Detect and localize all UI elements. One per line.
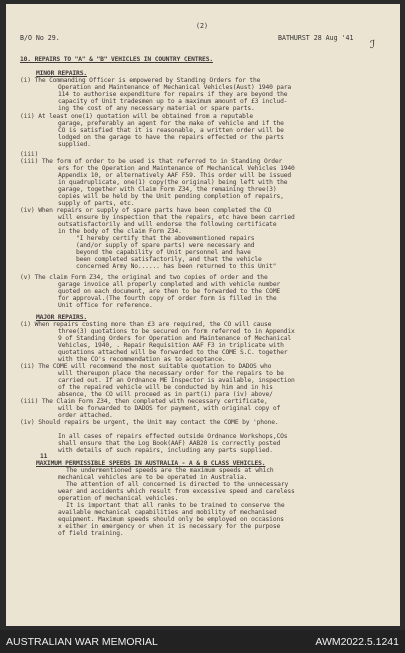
text-line: ing the cost of any necessary material or spare parts. — [58, 105, 255, 112]
text-line: carried out. If an Ordnance ME Inspector is available, inspection — [58, 377, 295, 384]
text-line: 114 to authorise expenditure for repairs if they are beyond the — [58, 91, 288, 98]
text-line: Appendix 10, or alternatively AAF F59. This order will be issued — [58, 172, 292, 179]
text-line: shall ensure that the Log Book(AAF) AAB20 is correctly posted — [58, 440, 281, 447]
text-line: concerned Army No...... has been returned to this Unit" — [76, 263, 277, 270]
text-line: of field training. — [58, 530, 124, 537]
text-line: (ii) At least one(1) quotation will be obtained from a reputable — [20, 113, 254, 120]
text-line: equipment. Maximum speeds should only be employed on occasions — [58, 516, 284, 523]
text-line: in the body of the claim Form Z34. — [58, 228, 182, 235]
text-line: Operation and Maintenance of Mechanical Vehicles(Aust) 1940 para — [58, 84, 292, 91]
text-line: (iii) The form of order to be used is that referred to in Standing Order — [20, 158, 283, 165]
text-line: The attention of all concerned is directed to the unnecessary — [66, 481, 289, 488]
text-line: ers for the Operation and Maintenance of Mechanical Vehicles 1940 — [58, 165, 295, 172]
text-line: for approval.(The fourth copy of order form is filled in the — [58, 295, 277, 302]
order-reference: B/O No 29. — [20, 34, 60, 42]
text-line: (i) When repairs costing more than £3 are required, the CO will cause — [20, 321, 272, 328]
text-line: with details of such repairs, including any parts supplied. — [58, 447, 273, 454]
text-line: of the repaired vehicle will be conducted by him and in his — [58, 384, 273, 391]
text-line: three(3) quotations to be secured on form referred to in Appendix — [58, 328, 295, 335]
text-line: (ii) The COME will recommend the most suitable quotation to DADOS who — [20, 363, 272, 370]
text-line: It is important that all ranks to be trained to conserve the — [66, 502, 285, 509]
text-line: Vehicles, 1940, . Repair Requisition AAF F3 in triplicate with — [58, 342, 284, 349]
text-line: 10. REPAIRS TO "A" & "B" VEHICLES IN COUNTRY CENTRES. — [20, 56, 213, 63]
text-line: available mechanical capabilities and mobility of mechanised — [58, 509, 277, 516]
text-line: outsatisfactorily and will endorse the following certificate — [58, 221, 277, 228]
text-line: x either in emergency or when it is necessary for the purpose — [58, 523, 281, 530]
text-line: 9 of Standing Orders for Operation and Maintenance of Mechanical — [58, 335, 292, 342]
text-line: absence, the CO will proceed as in part(i) para (iv) above/ — [58, 391, 273, 398]
text-line: will be forwarded to DADOS for payment, with original copy of — [58, 405, 281, 412]
text-line: In all cases of repairs effected outside Ordnance Workshops,COs — [58, 433, 288, 440]
footer-bar — [0, 630, 405, 653]
text-line: in quadruplicate, one(1) copy(the original) being left with the — [58, 179, 288, 186]
footer-accession-number: AWM2022.5.1241 — [315, 636, 399, 648]
text-line: order attached. — [58, 412, 113, 419]
text-line: supplied. — [58, 141, 91, 148]
text-line: quoted on each document, are then to be forwarded to the COME — [58, 288, 281, 295]
document-page — [6, 4, 400, 626]
text-line: (v) The claim Form Z34, the original and two copies of order and the — [20, 274, 268, 281]
text-line: will thereupon place the necessary order for the repairs to be — [58, 370, 284, 377]
text-line: been completed satisfactorily, and that the vehicle — [76, 256, 262, 263]
text-line: capacity of Unit tradesmen up to a maximum amount of £3 includ- — [58, 98, 288, 105]
text-line: with the CO's recommendation as to acceptance. — [58, 356, 226, 363]
footer-credit: AUSTRALIAN WAR MEMORIAL — [6, 636, 158, 648]
text-line: Unit office for reference. — [58, 302, 153, 309]
text-line: 11 — [40, 453, 48, 460]
text-line: wear and accidents which result from excessive speed and careless — [58, 488, 295, 495]
text-line: MAJOR REPAIRS. — [36, 314, 87, 321]
date-line: BATHURST 28 Aug '41 — [278, 34, 354, 42]
text-line: copies will be held by the Unit pending completion of repairs, — [58, 193, 284, 200]
text-line: garage, together with Claim Form Z34, the remaining three(3) — [58, 186, 277, 193]
text-line: operation of mechanical vehicles. — [58, 495, 179, 502]
text-line: quotations attached will be forwarded to the COME S.C. together — [58, 349, 288, 356]
text-line: The undermentioned speeds are the maximum speeds at which — [66, 467, 274, 474]
text-line: supply of parts, etc. — [58, 200, 135, 207]
text-line: MINOR REPAIRS. — [36, 70, 87, 77]
text-line: (iv) When repairs or supply of spare parts have been completed the CO — [20, 207, 272, 214]
text-line: (i) The Commanding Officer is empowered by Standing Orders for the — [20, 77, 261, 84]
text-line: garage invoice all properly completed and with vehicle number — [58, 281, 281, 288]
text-line: (iii) The Claim Form Z34, then completed with necessary certificate, — [20, 398, 268, 405]
text-line: beyond the capability of Unit personnel and have — [76, 249, 251, 256]
text-line: lodged on the garage to have the repairs effected or the parts — [58, 134, 284, 141]
page-number: (2) — [196, 22, 208, 30]
text-line: (iii) — [20, 151, 39, 158]
text-line: "I hereby certify that the abovementioned repairs — [76, 235, 255, 242]
text-line: will ensure by inspection that the repairs, etc have been carried — [58, 214, 295, 221]
text-line: mechanical vehicles are to be operated in Australia. — [58, 474, 248, 481]
text-line: garage, preferably an agent for the make of vehicle and if the — [58, 120, 284, 127]
tick-mark-icon: ℐ — [370, 38, 376, 51]
text-line: (and/or supply of spare parts) were necessary and — [76, 242, 255, 249]
text-line: (iv) Should repairs be urgent, the Unit may contact the COME by 'phone. — [20, 419, 279, 426]
text-line: MAXIMUM PERMISSIBLE SPEEDS IN AUSTRALIA - A & B CLASS VEHICLES. — [36, 460, 266, 467]
text-line: CO is satisfied that it is reasonable, a written order will be — [58, 127, 284, 134]
